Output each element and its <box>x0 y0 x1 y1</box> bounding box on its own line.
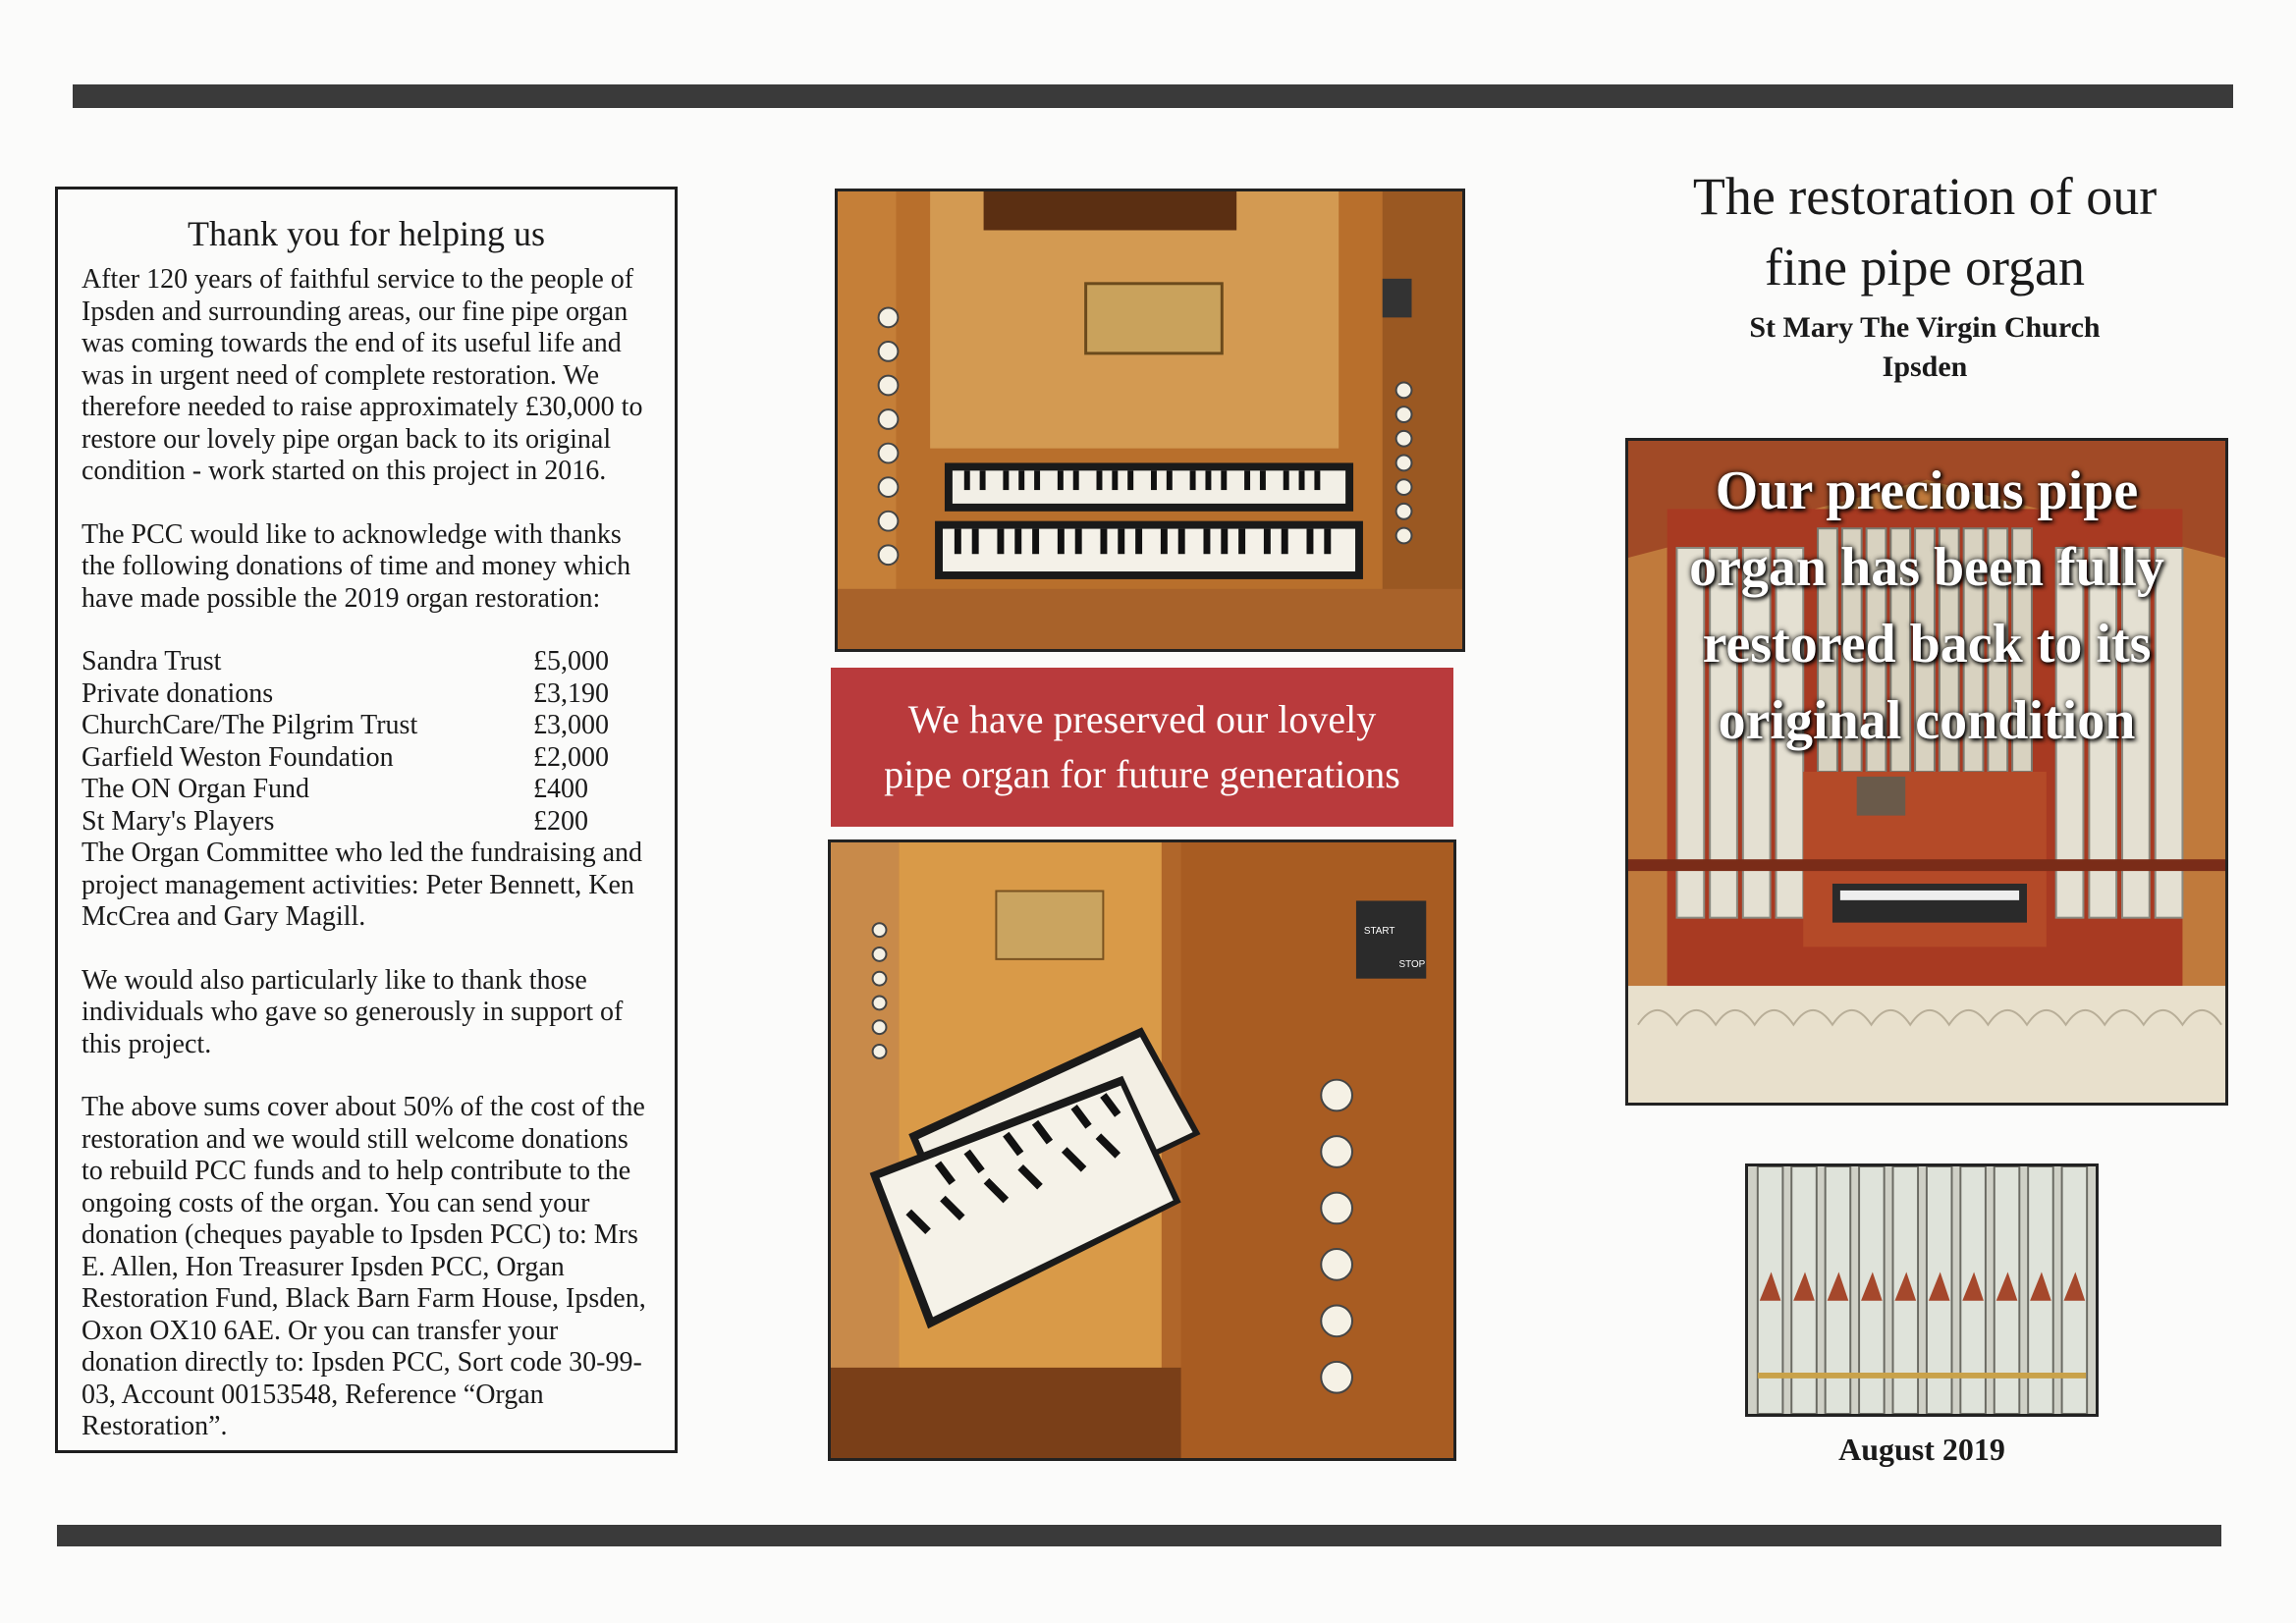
donation-amount: £3,000 <box>533 710 609 740</box>
acknowledge-paragraph: The PCC would like to acknowledge with thanks the following donations of time and money which have made possible the 2019 organ restoration: <box>82 518 631 614</box>
donation-amount: £200 <box>533 805 588 837</box>
intro-paragraph: After 120 years of faithful service to the people of Ipsden and surrounding areas, our fine pipe organ was coming towards the end of its useful life and was in urgent need of complete restoration. We therefore needed to raise approximately £30,000 to restore our lovely pipe organ back to its original condition - work started on this project in 2016. <box>82 264 643 486</box>
thank-you-title: Thank you for helping us <box>188 214 545 253</box>
donor-name: Sandra Trust <box>82 646 222 676</box>
donor-name: ChurchCare/The Pilgrim Trust <box>82 710 418 740</box>
donation-row <box>82 742 651 775</box>
donation-amount: £5,000 <box>533 646 609 676</box>
pipe-detail-photo <box>1745 1163 2099 1417</box>
overlay-line-4: original condition <box>1718 690 2136 751</box>
donation-row <box>82 774 651 806</box>
organ-pipes-photo <box>1625 438 2228 1106</box>
bottom-rule <box>57 1525 2221 1546</box>
banner-line-2: pipe organ for future generations <box>884 752 1400 796</box>
donation-amount: £3,190 <box>533 677 609 709</box>
organ-keyboard-photo <box>828 839 1456 1461</box>
title-line-1: The restoration of our <box>1692 167 2158 226</box>
leaflet-date: August 2019 <box>1838 1432 2005 1467</box>
start-label: START <box>1363 926 1395 938</box>
overlay-line-2: organ has been fully <box>1689 537 2164 598</box>
donor-name: Garfield Weston Foundation <box>82 741 394 773</box>
donation-row <box>82 678 651 711</box>
thank-you-box <box>55 187 678 1453</box>
church-name <box>1630 308 2219 387</box>
donor-name: The ON Organ Fund <box>82 774 310 804</box>
committee-paragraph: The Organ Committee who led the fundraising and project management activities: Peter Bennett, Ken McCrea and Gary Magill. <box>82 838 643 932</box>
church-line-1: St Mary The Virgin Church <box>1749 311 2101 344</box>
top-rule <box>73 84 2233 108</box>
title-line-2: fine pipe organ <box>1765 238 2085 297</box>
donation-row <box>82 806 651 839</box>
individuals-paragraph: We would also particularly like to thank those individuals who gave so generously in support of this project. <box>82 964 624 1059</box>
overlay-line-3: restored back to its <box>1702 614 2152 675</box>
leaflet-title <box>1630 161 2219 302</box>
donation-row <box>82 646 651 678</box>
donation-amount: £400 <box>533 774 588 804</box>
donate-paragraph: The above sums cover about 50% of the cost of the restoration and we would still welcome donations to rebuild PCC funds and to help contribute to the ongoing costs of the organ. You can send your donation (cheques payable to Ipsden PCC) to: Mrs E. Allen, Hon Treasurer Ipsden PCC, Organ Restoration Fund, Black Barn Farm House, Ipsden, Oxon OX10 6AE. Or you can transfer your donation directly to: Ipsden PCC, Sort code 30-99-03, Account 00153548, Reference “Organ Restoration”. <box>82 1092 646 1441</box>
stop-label: STOP <box>1398 958 1426 970</box>
church-line-2: Ipsden <box>1882 351 1968 383</box>
organ-console-photo <box>835 189 1465 652</box>
donor-name: Private donations <box>82 677 274 709</box>
overlay-line-1: Our precious pipe <box>1715 460 2139 521</box>
preserved-banner <box>831 668 1453 827</box>
banner-line-1: We have preserved our lovely <box>907 697 1377 741</box>
donation-list <box>82 646 651 838</box>
donation-row <box>82 710 651 742</box>
donor-name: St Mary's Players <box>82 805 275 837</box>
donation-amount: £2,000 <box>533 741 609 773</box>
restored-overlay-text <box>1628 453 2225 759</box>
